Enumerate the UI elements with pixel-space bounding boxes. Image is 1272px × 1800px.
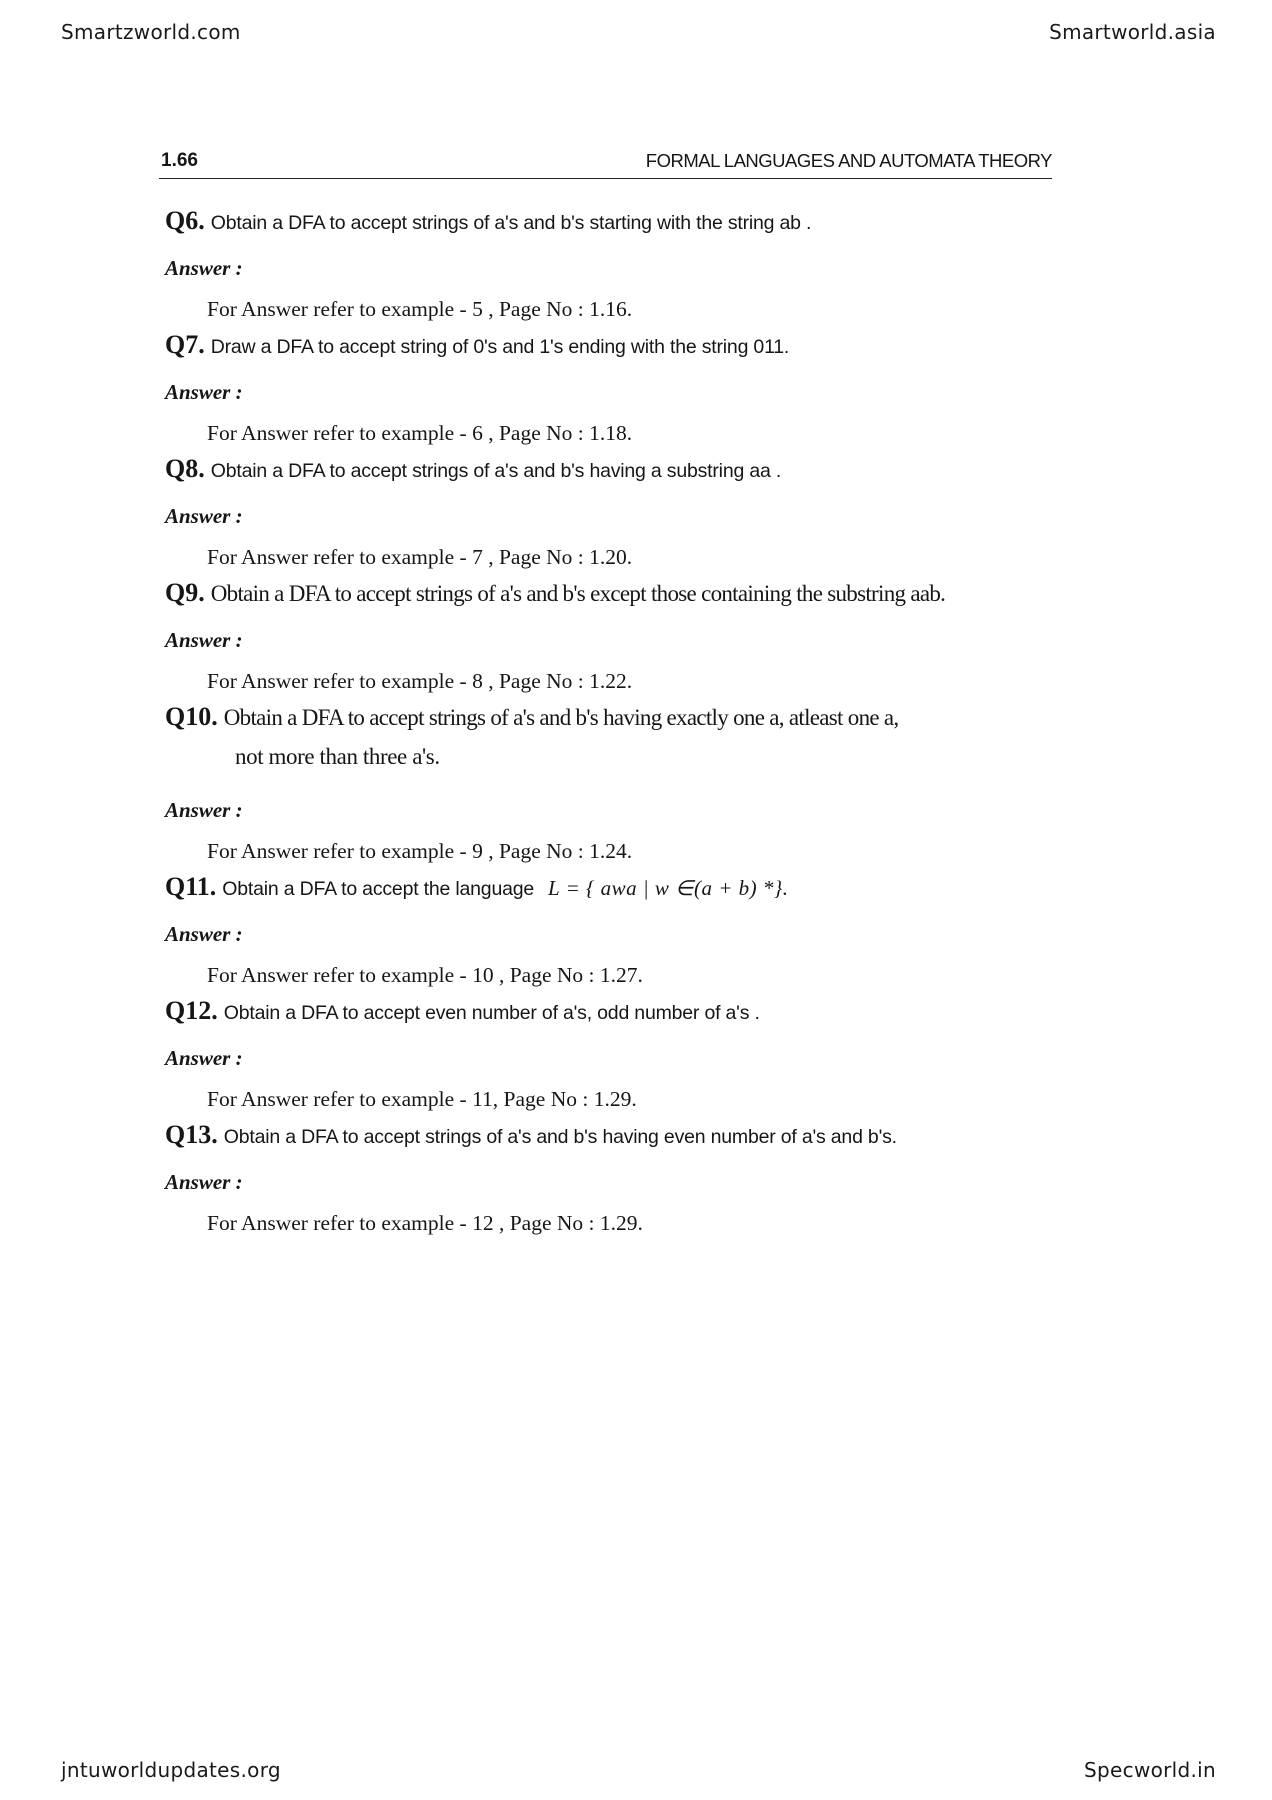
- question-q9: [165, 578, 1065, 702]
- watermark-bottom-left: jntuworldupdates.org: [61, 1758, 281, 1782]
- question-q6: [165, 206, 1065, 330]
- question-number: Q7.: [165, 330, 205, 359]
- question-number: Q12.: [165, 996, 218, 1025]
- answer-reference: For Answer refer to example - 11, Page No : 1.29.: [207, 1086, 637, 1111]
- running-header: [159, 148, 1052, 179]
- question-text: Obtain a DFA to accept strings of a's and b's having exactly one a, atleast one a,: [223, 705, 899, 730]
- question-q13: [165, 1120, 1065, 1244]
- question-q12: [165, 996, 1065, 1120]
- question-text: Obtain a DFA to accept strings of a's and b's except those containing the substring aab.: [210, 581, 946, 606]
- question-text-continued: not more than three a's.: [235, 744, 440, 769]
- answer-reference: For Answer refer to example - 9 , Page No : 1.24.: [207, 838, 633, 863]
- book-title: FORMAL LANGUAGES AND AUTOMATA THEORY: [645, 150, 1052, 171]
- answer-label: Answer :: [165, 255, 243, 280]
- answer-reference: For Answer refer to example - 10 , Page No : 1.27.: [207, 962, 643, 987]
- language-formula: L = { awa | w ∈(a + b) *}.: [548, 876, 789, 900]
- answer-label: Answer :: [165, 627, 243, 652]
- answer-reference: For Answer refer to example - 8 , Page No : 1.22.: [207, 668, 633, 693]
- question-q7: [165, 330, 1065, 454]
- answer-label: Answer :: [165, 379, 243, 404]
- watermark-top-left: Smartzworld.com: [61, 20, 241, 44]
- answer-label: Answer :: [165, 921, 243, 946]
- answer-reference: For Answer refer to example - 12 , Page No : 1.29.: [207, 1210, 643, 1235]
- question-q10: [165, 702, 1065, 872]
- question-q8: [165, 454, 1065, 578]
- question-text: Obtain a DFA to accept strings of a's and b's having even number of a's and b's.: [223, 1126, 897, 1148]
- answer-label: Answer :: [165, 797, 243, 822]
- question-text: Obtain a DFA to accept the language: [222, 878, 535, 900]
- question-text: Obtain a DFA to accept even number of a's, odd number of a's .: [223, 1002, 760, 1024]
- question-number: Q10.: [165, 702, 218, 731]
- question-number: Q6.: [165, 206, 205, 235]
- question-number: Q13.: [165, 1120, 218, 1149]
- question-text: Draw a DFA to accept string of 0's and 1's ending with the string 011.: [210, 336, 790, 358]
- answer-label: Answer :: [165, 503, 243, 528]
- watermark-top-right: Smartworld.asia: [1049, 20, 1216, 44]
- answer-label: Answer :: [165, 1169, 243, 1194]
- question-list: [165, 206, 1065, 1244]
- question-text: Obtain a DFA to accept strings of a's and b's having a substring aa .: [210, 460, 782, 482]
- question-number: Q8.: [165, 454, 205, 483]
- watermark-bottom-right: Specworld.in: [1084, 1758, 1216, 1782]
- question-text: Obtain a DFA to accept strings of a's and b's starting with the string ab .: [210, 212, 812, 234]
- question-number: Q11.: [165, 872, 217, 901]
- question-number: Q9.: [165, 578, 205, 607]
- answer-reference: For Answer refer to example - 6 , Page No : 1.18.: [207, 420, 633, 445]
- answer-reference: For Answer refer to example - 7 , Page No : 1.20.: [207, 544, 633, 569]
- answer-label: Answer :: [165, 1045, 243, 1070]
- answer-reference: For Answer refer to example - 5 , Page No : 1.16.: [207, 296, 633, 321]
- question-q11: [165, 872, 1065, 996]
- page-number: 1.66: [161, 150, 198, 171]
